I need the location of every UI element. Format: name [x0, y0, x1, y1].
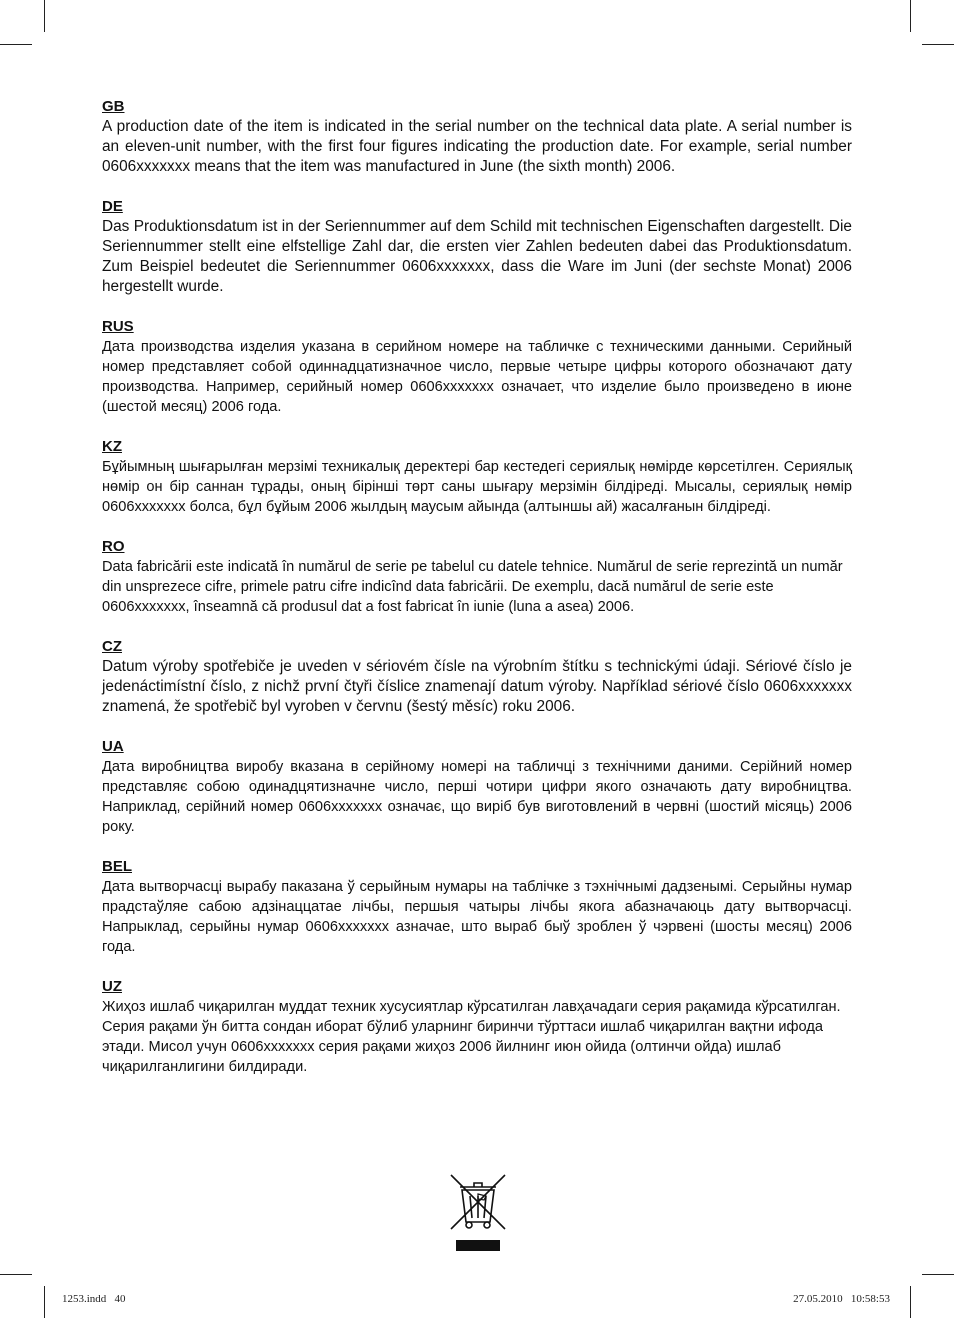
crop-mark — [44, 1286, 45, 1318]
language-code: RO — [102, 538, 125, 555]
section-text: Das Produktionsdatum ist in der Seriennummer auf dem Schild mit technischen Eigenschaften dargestellt. Die Seriennummer stellt eine elfstellige Zahl dar, die ersten vier Zahlen bedeuten dabei das Produktionsdatum. Zum Beispiel bedeutet die Seriennummer 0606xxxxxxx, dass die Ware im Juni (der sechste Monat) 2006 hergestellt wurde. — [102, 218, 852, 295]
document-body — [102, 97, 852, 1097]
crop-mark — [44, 0, 45, 32]
section-de — [102, 197, 852, 297]
crop-mark — [910, 1286, 911, 1318]
language-code: RUS — [102, 318, 134, 335]
crop-mark — [0, 1274, 32, 1275]
footer-file-info: 1253.indd 40 — [62, 1293, 126, 1305]
footer-datetime: 27.05.2010 10:58:53 — [793, 1293, 890, 1305]
crossed-out-wheelie-bin-icon — [448, 1172, 508, 1254]
language-code: KZ — [102, 438, 122, 455]
crop-mark — [922, 1274, 954, 1275]
section-gb — [102, 97, 852, 177]
section-text: Дата вытворчасці вырабу паказана ў серыйным нумары на таблічке з тэхнічнымі дадзенымі. Серыйны нумар прадстаўляе сабою адзінаццатае лічбы, першыя чатыры лічбы якога абазначаюць дату вытворчасці. Напрыклад, серыйны нумар 0606xxxxxxx азначае, што выраб быў зроблен ў чэрвені (шосты месяц) 2006 года. — [102, 879, 852, 955]
section-text: Бұйымның шығарылған мерзімі техникалық деректері бар кестедегі сериялық нөмірде көрсетілген. Сериялық нөмір он бір саннан тұрады, оның бірінші төрт саны шығару мерзімін білдіреді. Мысалы, сериялық нөмір 0606xxxxxxx болса, бұл бұйым 2006 жылдың маусым айында (алтыншы ай) жасалғанын білдіреді. — [102, 459, 852, 515]
crop-mark — [922, 44, 954, 45]
section-text: Datum výroby spotřebiče je uveden v sériovém čísle na výrobním štítku s technickými údaji. Sériové číslo je jedenáctimístní číslo, z nichž první čtyři číslice znamenají datum výroby. Například sériové číslo 0606xxxxxxx znamená, že spotřebič byl vyroben v červnu (šestý měsíc) roku 2006. — [102, 658, 852, 715]
section-text: Дата производства изделия указана в серийном номере на табличке с техническими данными. Серийный номер представляет собой одиннадцатизначное число, первые четыре цифры которого обозначают дату производства. Например, серийный номер 0606xxxxxxx означает, что изделие было произведено в июне (шестой месяц) 2006 года. — [102, 339, 852, 415]
section-rus — [102, 317, 852, 417]
section-bel — [102, 857, 852, 957]
language-code: BEL — [102, 858, 132, 875]
language-code: UA — [102, 738, 124, 755]
section-uz — [102, 977, 852, 1077]
language-code: CZ — [102, 638, 122, 655]
section-kz — [102, 437, 852, 517]
section-ua — [102, 737, 852, 837]
section-text: Data fabricării este indicată în numărul de serie pe tabelul cu datele tehnice. Numărul de serie reprezintă un număr din unsprezece cifre, primele patru cifre indicînd data fabricării. De exemplu, dacă numărul de serie este 0606xxxxxxx, înseamnă că produsul dat a fost fabricat în iunie (luna a asea) 2006. — [102, 559, 843, 615]
language-code: DE — [102, 198, 123, 215]
language-code: GB — [102, 98, 125, 115]
section-cz — [102, 637, 852, 717]
section-text: Жиҳоз ишлаб чиқарилган муддат техник хусусиятлар кўрсатилган лавҳачадаги серия рақамида кўрсатилган. Серия рақами ўн битта сондан иборат бўлиб уларнинг биринчи тўрттаси ишлаб чиқарилган вақтни ифода этади. Мисол учун 0606xxxxxxx серия рақами жиҳоз 2006 йилнинг июн ойида (олтинчи ойда) ишлаб чиқарилганлигини билдиради. — [102, 999, 841, 1075]
crop-mark — [0, 44, 32, 45]
section-text: A production date of the item is indicated in the serial number on the technical data plate. A serial number is an eleven-unit number, with the first four figures indicating the production date. For example, serial number 0606xxxxxxx means that the item was manufactured in June (the sixth month) 2006. — [102, 118, 852, 175]
language-code: UZ — [102, 978, 122, 995]
section-text: Дата виробництва виробу вказана в серійному номері на табличці з технічними даними. Серійний номер представляє собою одинадцятизначне число, перші чотири цифри якого означають дату виробництва. Наприклад, серійний номер 0606xxxxxxx означає, що виріб був виготовлений в червні (шостий місяць) 2006 року. — [102, 759, 852, 835]
crop-mark — [910, 0, 911, 32]
section-ro — [102, 537, 852, 617]
